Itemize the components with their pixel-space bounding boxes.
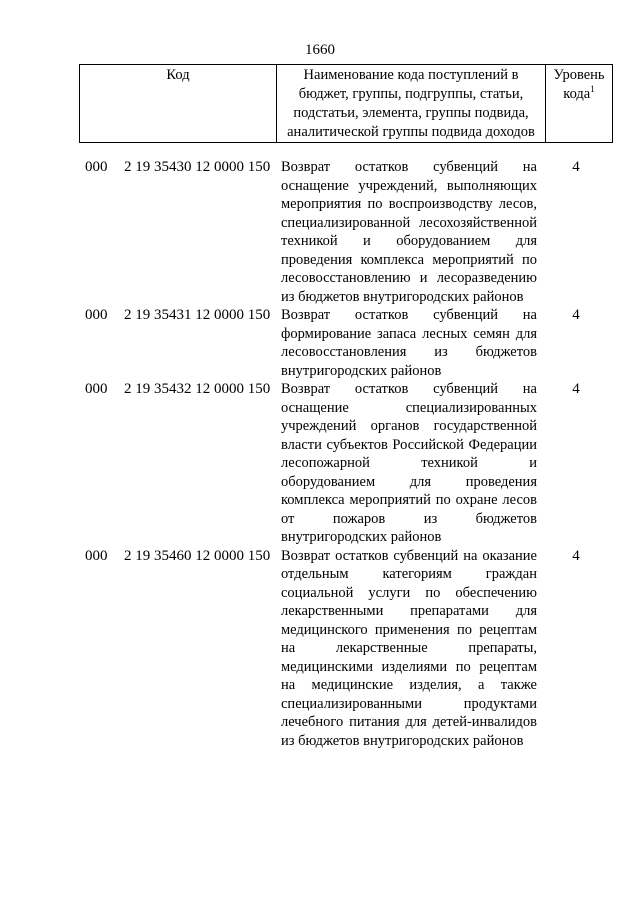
header-level xyxy=(546,65,613,143)
table-row xyxy=(79,306,613,380)
row-admin-code: 000 xyxy=(85,547,108,564)
table-header xyxy=(79,64,613,143)
row-name: Возврат остатков субвенций на оказание отдельным категориям граждан социальной услуги по обеспечению лекарственными препаратами для медицинского применения по рецептам на лекарственные препараты, медицинскими изделиями по рецептам на медицинские изделия, а также специализированными продуктами лечебного питания для детей-инвалидов из бюджетов внутригородских районов xyxy=(281,547,537,749)
row-name: Возврат остатков субвенций на формирование запаса лесных семян для лесовосстановления из бюджетов внутригородских районов xyxy=(281,307,537,379)
table-row xyxy=(79,547,613,751)
row-admin-code: 000 xyxy=(85,159,108,175)
table-body xyxy=(79,158,613,750)
row-level: 4 xyxy=(572,547,580,564)
table-row xyxy=(79,380,613,547)
header-name: Наименование кода поступлений в бюджет, группы, подгруппы, статьи, подстатьи, элемента, группы подвида, аналитической группы подвида доходов xyxy=(277,65,546,143)
row-level: 4 xyxy=(572,381,580,397)
row-income-code: 2 19 35460 12 0000 150 xyxy=(124,547,271,564)
table-row xyxy=(79,158,613,306)
page-number: 1660 xyxy=(305,42,335,58)
row-income-code: 2 19 35431 12 0000 150 xyxy=(124,307,271,323)
row-level: 4 xyxy=(572,307,580,323)
row-income-code: 2 19 35432 12 0000 150 xyxy=(124,381,271,397)
header-level-label: Уровень кода xyxy=(553,67,605,102)
row-level: 4 xyxy=(572,159,580,175)
row-admin-code: 000 xyxy=(85,307,108,323)
row-income-code: 2 19 35430 12 0000 150 xyxy=(124,159,271,175)
row-name: Возврат остатков субвенций на оснащение специализированных учреждений органов государственной власти субъектов Российской Федерации лесопожарной техникой и оборудованием для проведения комплекса мероприятий по охране лесов от пожаров из бюджетов внутригородских районов xyxy=(281,381,537,545)
row-name: Возврат остатков субвенций на оснащение учреждений, выполняющих мероприятия по воспроизводству лесов, специализированной лесохозяйственной техникой и оборудованием для проведения комплекса мероприятий по лесовосстановлению и лесоразведению из бюджетов внутригородских районов xyxy=(281,159,537,305)
header-level-footnote: 1 xyxy=(590,84,595,95)
header-code: Код xyxy=(80,65,277,143)
row-admin-code: 000 xyxy=(85,381,108,397)
